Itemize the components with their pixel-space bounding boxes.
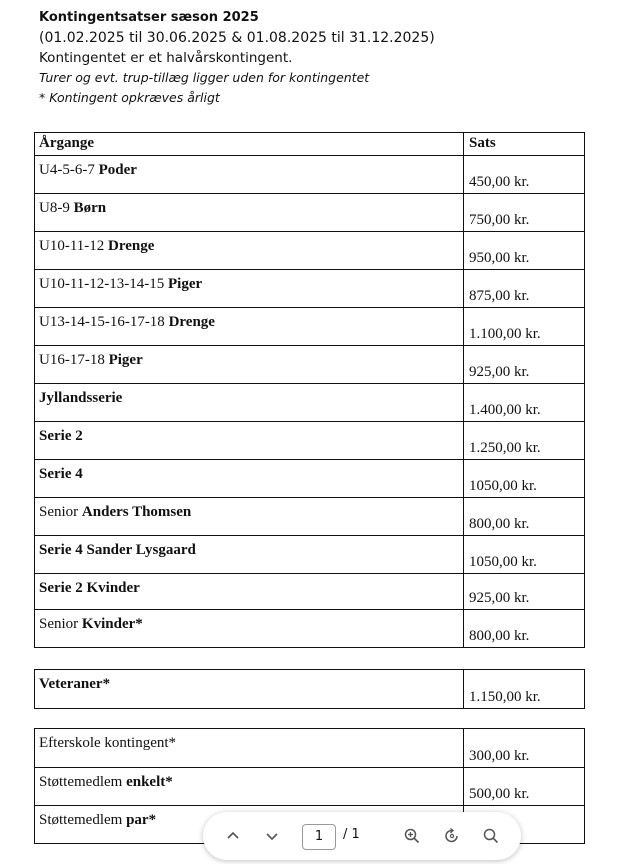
age-group-label — [39, 580, 140, 597]
rate-value: 925,00 kr. — [469, 364, 530, 380]
table-row — [35, 345, 584, 383]
age-group-label — [39, 162, 137, 179]
age-group-label — [39, 200, 106, 217]
label-bold: Drenge — [168, 314, 215, 330]
age-group-label — [39, 428, 83, 445]
note-yearly: * Kontingent opkræves årligt — [39, 90, 220, 105]
zoom-in-icon[interactable] — [400, 824, 424, 848]
table-row — [35, 459, 584, 497]
rate-value: 950,00 kr. — [469, 250, 530, 266]
label-prefix: Støttemedlem — [39, 774, 127, 790]
label-prefix: U4-5-6-7 — [39, 162, 99, 178]
column-header-rate: Sats — [469, 135, 496, 151]
table-row — [35, 497, 584, 535]
age-group-label — [39, 812, 156, 829]
rate-value: 450,00 kr. — [469, 174, 530, 190]
age-group-label — [39, 466, 83, 483]
rate-value: 1.400,00 kr. — [469, 402, 541, 418]
table-row — [35, 231, 584, 269]
table-row — [35, 421, 584, 459]
table-row — [35, 729, 584, 767]
rate-value: 1050,00 kr. — [469, 478, 537, 494]
page-number-input[interactable]: 1 — [302, 824, 336, 850]
table-row — [35, 155, 584, 193]
table-row — [35, 573, 584, 609]
label-suffix: * — [165, 774, 173, 790]
rate-value: 300,00 kr. — [469, 748, 530, 764]
label-prefix: Senior — [39, 504, 82, 520]
fee-table-veteran — [34, 669, 585, 709]
chevron-down-icon[interactable] — [260, 824, 284, 848]
label-bold: Kvinder — [81, 616, 136, 632]
label-bold: Piger — [108, 352, 143, 368]
label-prefix: U13-14-15-16-17-18 — [39, 314, 169, 330]
label-bold: Jyllandsserie — [39, 390, 123, 406]
label-bold: Poder — [98, 162, 137, 178]
table-row — [35, 535, 584, 573]
label-suffix: * — [148, 812, 157, 828]
label-prefix: U10-11-12-13-14-15 — [39, 276, 169, 292]
label-bold: Anders Thomsen — [81, 504, 192, 520]
label-bold: Serie 4 — [39, 466, 83, 482]
season-period: (01.02.2025 til 30.06.2025 & 01.08.2025 til 31.12.2025) — [39, 30, 435, 46]
table-row — [35, 609, 584, 647]
label-bold: Veteraner — [39, 676, 103, 692]
rate-value: 800,00 kr. — [469, 516, 530, 532]
age-group-label — [39, 238, 154, 255]
label-bold: Serie 2 Kvinder — [39, 580, 140, 596]
table-row — [35, 670, 584, 708]
age-group-label — [39, 616, 143, 633]
column-header-age-groups: Årgange — [39, 135, 94, 151]
rate-value: 925,00 kr. — [469, 590, 530, 606]
rate-value: 750,00 kr. — [469, 212, 530, 228]
label-prefix: U8-9 — [39, 200, 74, 216]
label-bold: enkelt — [126, 774, 166, 790]
label-prefix: U16-17-18 — [39, 352, 109, 368]
note-trips: Turer og evt. trup-tillæg ligger uden for kontingentet — [39, 70, 370, 85]
table-row — [35, 269, 584, 307]
rate-value: 1.150,00 kr. — [469, 689, 541, 705]
label-prefix: Støttemedlem — [39, 812, 127, 828]
table-row — [35, 307, 584, 345]
age-group-label — [39, 504, 191, 521]
age-group-label — [39, 314, 215, 331]
age-group-label — [39, 352, 143, 369]
table-row — [35, 193, 584, 231]
label-bold: Serie 2 — [39, 428, 83, 444]
label-suffix: * — [102, 676, 111, 692]
search-icon[interactable] — [479, 824, 503, 848]
table-row — [35, 383, 584, 421]
label-suffix: * — [135, 616, 143, 632]
rate-value: 800,00 kr. — [469, 628, 530, 644]
age-group-label — [39, 390, 122, 407]
age-group-label — [39, 735, 176, 752]
label-prefix: Senior — [39, 616, 82, 632]
age-group-label — [39, 276, 202, 293]
label-bold: par — [126, 812, 149, 828]
label-bold: Serie 4 Sander Lysgaard — [39, 542, 196, 558]
label-bold: Piger — [168, 276, 203, 292]
label-prefix: U10-11-12 — [39, 238, 109, 254]
pdf-viewer-toolbar — [203, 812, 521, 860]
rate-value: 875,00 kr. — [469, 288, 530, 304]
chevron-up-icon[interactable] — [221, 824, 245, 848]
rate-value: 500,00 kr. — [469, 786, 530, 802]
page-total: / 1 — [343, 827, 360, 842]
rotate-icon[interactable] — [440, 824, 464, 848]
label-bold: Børn — [73, 200, 107, 216]
note-halfyear: Kontingentet er et halvårskontingent. — [39, 50, 293, 66]
rate-value: 1.100,00 kr. — [469, 326, 541, 342]
table-header-row — [35, 133, 584, 155]
fee-table-main — [34, 132, 585, 648]
rate-value: 1.250,00 kr. — [469, 440, 541, 456]
rate-value: 1050,00 kr. — [469, 554, 537, 570]
label-prefix: Efterskole kontingent* — [39, 735, 177, 751]
label-bold: Drenge — [108, 238, 155, 254]
age-group-label — [39, 676, 110, 693]
age-group-label — [39, 542, 196, 559]
document-header — [39, 8, 435, 108]
age-group-label — [39, 774, 173, 791]
document-title: Kontingentsatser sæson 2025 — [39, 10, 259, 25]
table-row — [35, 767, 584, 805]
